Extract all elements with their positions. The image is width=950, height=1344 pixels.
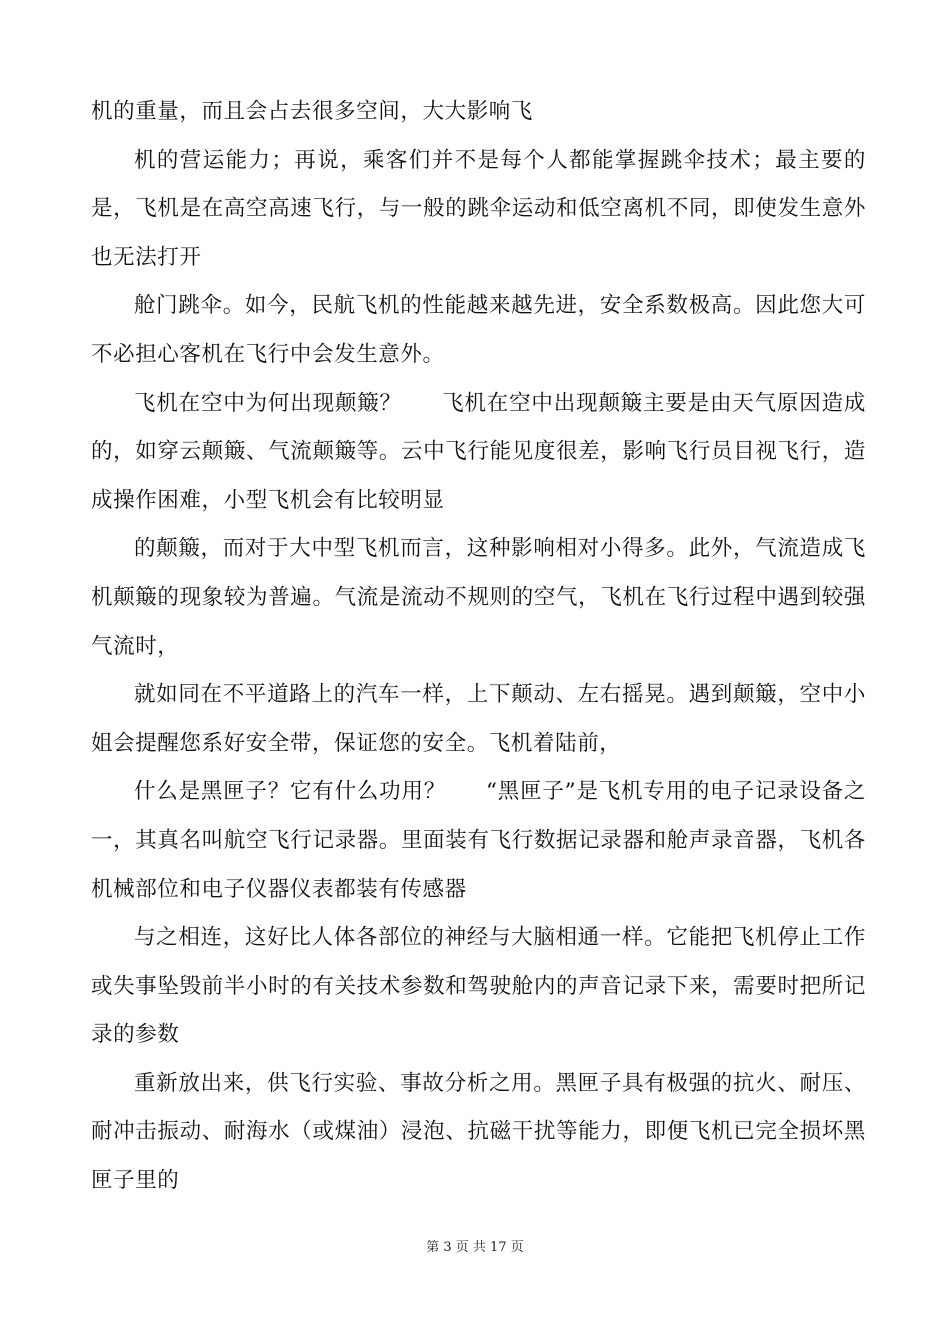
paragraph-text: 机的营运能力；再说，乘客们并不是每个人都能掌握跳伞技术；最主要的是，飞机是在高空高速飞行，与一般的跳伞运动和低空离机不同，即使发生意外也无法打开: [91, 147, 866, 270]
paragraph: [91, 671, 866, 768]
paragraph: [91, 380, 866, 526]
paragraph: [91, 282, 866, 379]
paragraph-text: 舱门跳伞。如今，民航飞机的性能越来越先进，安全系数极高。因此您大可不必担心客机在飞行中会发生意外。: [91, 293, 866, 367]
paragraph: [91, 1060, 866, 1206]
body-text: [91, 88, 866, 1206]
paragraph-text: 重新放出来，供飞行实验、事故分析之用。黑匣子具有极强的抗火、耐压、耐冲击振动、耐海水（或煤油）浸泡、抗磁干扰等能力，即便飞机已完全损坏黑匣子里的: [91, 1070, 866, 1194]
question-heading: 飞机在空中为何出现颠簸？: [134, 390, 402, 416]
paragraph: [91, 768, 866, 914]
paragraph: [91, 88, 866, 137]
paragraph: [91, 914, 866, 1060]
paragraph-text: 与之相连，这好比人体各部位的神经与大脑相通一样。它能把飞机停止工作或失事坠毁前半小时的有关技术参数和驾驶舱内的声音记录下来，需要时把所记录的参数: [91, 925, 866, 1048]
page-footer: [0, 1236, 950, 1255]
paragraph-text: 就如同在不平道路上的汽车一样，上下颠动、左右摇晃。遇到颠簸，空中小姐会提醒您系好安全带，保证您的安全。飞机着陆前，: [91, 682, 866, 756]
paragraph-text: 的颠簸，而对于大中型飞机而言，这种影响相对小得多。此外，气流造成飞机颠簸的现象较为普遍。气流是流动不规则的空气，飞机在飞行过程中遇到较强气流时，: [91, 536, 866, 659]
paragraph: [91, 137, 866, 283]
question-heading: 什么是黑匣子？它有什么功用？: [134, 779, 447, 805]
page-number: 第 3 页 共 17 页: [426, 1240, 524, 1255]
paragraph-text: “黑匣子”是飞机专用的电子记录设备之一，其真名叫航空飞行记录器。里面装有飞行数据记录器和舱声录音器，飞机各机械部位和电子仪器仪表都装有传感器: [91, 779, 866, 902]
paragraph-text: 飞机在空中出现颠簸主要是由天气原因造成的，如穿云颠簸、气流颠簸等。云中飞行能见度很差，影响飞行员目视飞行，造成操作困难，小型飞机会有比较明显: [91, 390, 867, 513]
paragraph-text: 机的重量，而且会占去很多空间，大大影响飞: [91, 99, 534, 124]
paragraph: [91, 525, 866, 671]
